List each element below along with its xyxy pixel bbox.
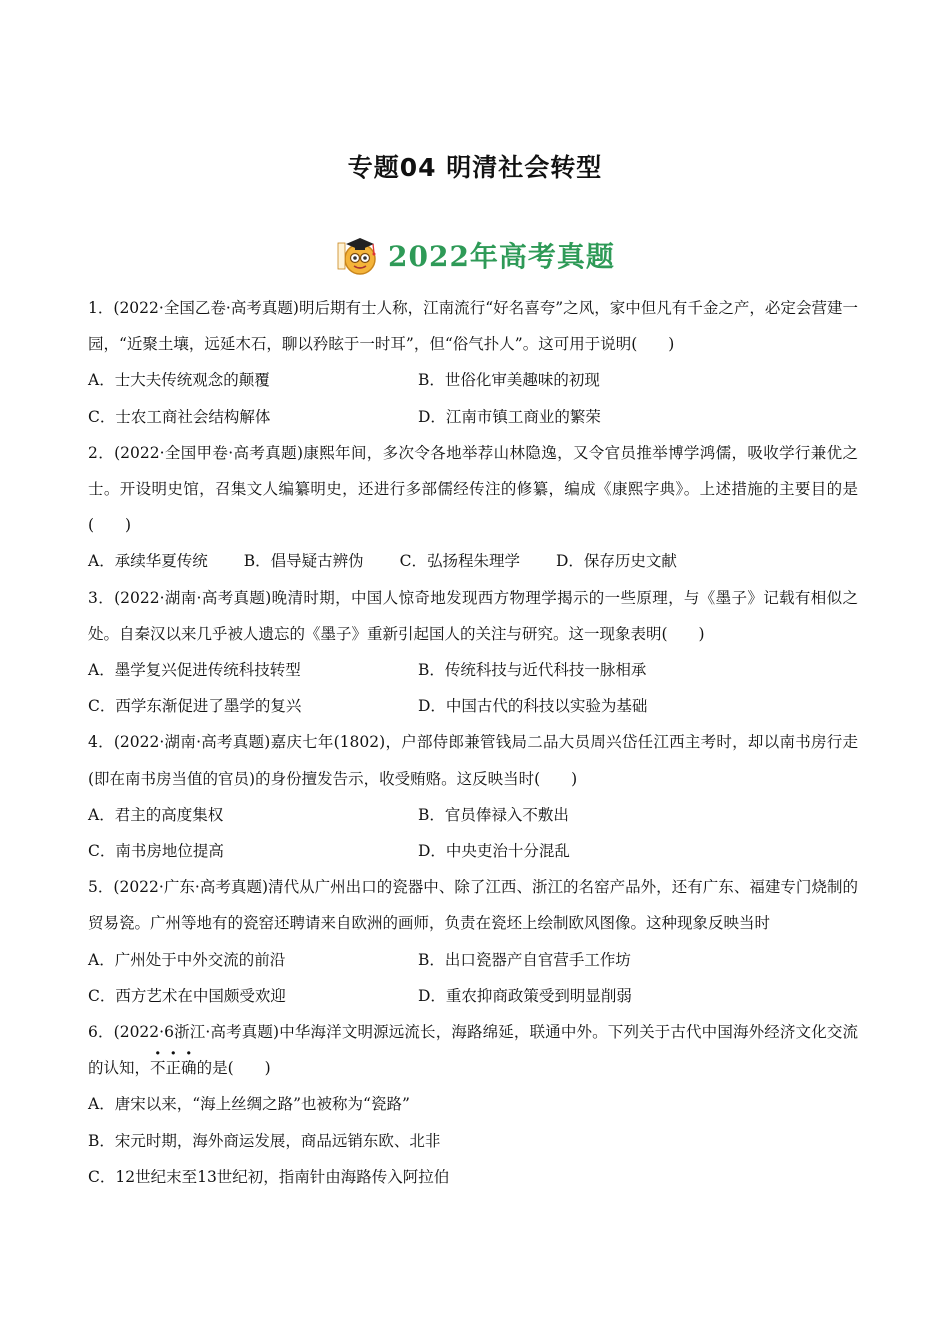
question-list	[88, 290, 858, 1195]
question-2	[88, 435, 858, 580]
option-c[interactable]: C．弘扬程朱理学	[399, 552, 520, 571]
question-1	[88, 290, 858, 435]
emphasis-char: 确	[181, 1059, 197, 1078]
options	[88, 652, 858, 724]
option-b[interactable]: B．宋元时期，海外商运发展，商品远销东欧、北非	[88, 1131, 441, 1150]
options	[88, 942, 858, 1014]
option-a[interactable]: A．广州处于中外交流的前沿	[88, 950, 286, 969]
option-a[interactable]: A．承续华夏传统	[88, 552, 208, 571]
question-5	[88, 869, 858, 1014]
option-c[interactable]: C．12世纪末至13世纪初，指南针由海路传入阿拉伯	[88, 1167, 450, 1186]
option-b[interactable]: B．倡导疑古辨伪	[243, 552, 364, 571]
question-stem: 5．(2022·广东·高考真题)清代从广州出口的瓷器中、除了江西、浙江的名窑产品外，还有广东、福建专门烧制的贸易瓷。广州等地有的瓷窑还聘请来自欧洲的画师，负责在瓷坯上绘制欧风图像。这种现象反映当时	[88, 878, 858, 933]
option-d[interactable]: D．重农抑商政策受到明显削弱	[418, 986, 632, 1005]
graduate-mascot-logo-icon	[336, 233, 382, 277]
option-a[interactable]: A．唐宋以来，“海上丝绸之路”也被称为“瓷路”	[88, 1095, 410, 1114]
option-d[interactable]: D．中央吏治十分混乱	[418, 842, 570, 861]
options	[88, 797, 858, 869]
option-d[interactable]: D．保存历史文献	[555, 552, 677, 571]
question-3	[88, 580, 858, 725]
page-title: 专题04 明清社会转型	[347, 153, 603, 182]
option-b[interactable]: B．传统科技与近代科技一脉相承	[418, 661, 647, 680]
question-6	[88, 1014, 858, 1195]
emphasis-char: 正	[165, 1059, 182, 1078]
option-a[interactable]: A．墨学复兴促进传统科技转型	[88, 661, 301, 680]
question-4	[88, 724, 858, 869]
options	[88, 362, 858, 434]
option-d[interactable]: D．江南市镇工商业的繁荣	[418, 407, 601, 426]
question-stem: 3．(2022·湖南·高考真题)晚清时期，中国人惊奇地发现西方物理学揭示的一些原理，与《墨子》记载有相似之处。自秦汉以来几乎被人遗忘的《墨子》重新引起国人的关注与研究。这一现象表明( )	[88, 588, 858, 643]
stem-text: 6．(2022·6浙江·高考真题)中华海洋文明源远流长，海路绵延，联通中外。下列关于古代中国海外经济文化交流的认知，	[88, 1023, 858, 1078]
option-a[interactable]: A．君主的高度集权	[88, 805, 224, 824]
banner-title: 2022年高考真题	[388, 240, 615, 273]
option-b[interactable]: B．官员俸禄入不敷出	[418, 805, 569, 824]
question-stem: 2．(2022·全国甲卷·高考真题)康熙年间，多次令各地举荐山林隐逸，又令官员推举博学鸿儒，吸收学行兼优之士。开设明史馆，召集文人编纂明史，还进行多部儒经传注的修纂，编成《康熙字典》。上述措施的主要目的是( )	[88, 443, 858, 535]
options	[88, 543, 858, 579]
option-a[interactable]: A．士大夫传统观念的颠覆	[88, 371, 270, 390]
question-stem	[88, 1014, 858, 1086]
emphasis-char: 不	[150, 1059, 166, 1078]
question-stem: 4．(2022·湖南·高考真题)嘉庆七年(1802)，户部侍郎兼管钱局二品大员周兴岱任江西主考时，却以南书房行走(即在南书房当值的官员)的身份擅发告示，收受贿赂。这反映当时( )	[88, 733, 858, 788]
option-c[interactable]: C．西方艺术在中国颇受欢迎	[88, 986, 286, 1005]
stem-text: 的是( )	[196, 1059, 271, 1078]
option-b[interactable]: B．世俗化审美趣味的初现	[418, 371, 600, 390]
option-c[interactable]: C．士农工商社会结构解体	[88, 407, 271, 426]
option-b[interactable]: B．出口瓷器产自官营手工作坊	[418, 950, 631, 969]
option-d[interactable]: D．中国古代的科技以实验为基础	[418, 697, 648, 716]
question-stem: 1．(2022·全国乙卷·高考真题)明后期有士人称，江南流行“好名喜夸”之风，家中但凡有千金之产，必定会营建一园，“近聚土壤，远延木石，聊以矜眩于一时耳”，但“俗气扑人”。这可用于说明( )	[88, 299, 858, 354]
option-c[interactable]: C．西学东渐促进了墨学的复兴	[88, 697, 302, 716]
options	[88, 1086, 858, 1195]
banner	[336, 232, 615, 278]
option-c[interactable]: C．南书房地位提高	[88, 842, 224, 861]
